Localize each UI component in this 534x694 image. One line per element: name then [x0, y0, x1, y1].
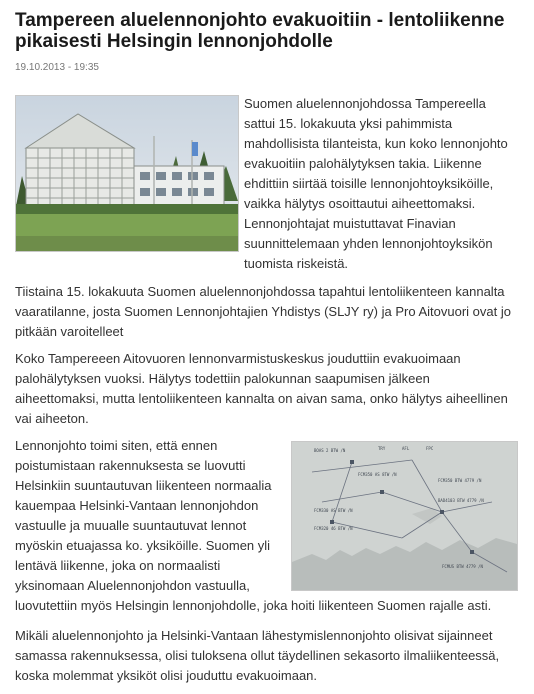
building-photo-image — [16, 96, 238, 251]
paragraph-3: Koko Tampereeen Aitovuoren lennonvarmistuskeskus jouduttiin evakuoimaan palohälytyksen vuoksi. Hälytys todettiin palokunnan saapumisen jälkeen aiheettomaksi, mutta lentoliikenteen kannalta on aivan sama, onko hälytys aiheellinen vai aiheeton. — [15, 351, 508, 426]
map-label: BAD4103 BTW 4779 /N — [438, 498, 484, 503]
paragraph-4: Lennonjohto toimi siten, että ennen poistumistaan rakennuksesta se luovutti Helsinkiin suuntautuvan liikenteen normaalia kauempaa Helsinki-Vantaan lennonjohdon vastuulle ja muualle suuntautuvat lennot myöskin etuajassa ko. yksiköille. Suomen yli lentävä liikenne, joka on normaalisti yksinomaan Aluelennonjohdon vastuulla, luovutettiin myös Helsingin lennonjohdolle, joka hoiti liikenteen Suomen rajalle asti. — [15, 438, 492, 613]
map-label: BOAS 2 BTW /N — [314, 448, 346, 453]
building-photo — [15, 95, 239, 252]
map-label: TRY — [378, 446, 386, 451]
map-label: FCM350 BTW 4779 /N — [438, 478, 482, 483]
map-label: FCM330 AS BTW /N — [314, 508, 353, 513]
map-label: FPC — [426, 446, 434, 451]
article-title: Tampereen aluelennonjohto evakuoitiin - lentoliikenne pikaisesti Helsingin lennonjohdolle — [15, 10, 505, 52]
map-label: FCMUS BTW 4779 /N — [442, 564, 483, 569]
map-label: FCM320 46 BTW /N — [314, 526, 353, 531]
paragraph-1: Suomen aluelennonjohdossa Tampereella sattui 15. lokakuuta yksi pahimmista mahdollisista tilanteista, kun koko lennonjohto evakuoitiin palohälytyksen takia. Liikenne ehdittiin siirtää toisille lennonjohtoyksiköille, vaikka hälytys osoittautui aiheettomaksi. Lennonjohtajat muistuttavat Finavian suunnittelemaan yhden lennonjohtoyksikön tuomista riskeistä. — [244, 96, 508, 271]
paragraph-2: Tiistaina 15. lokakuuta Suomen aluelennonjohdossa tapahtui lentoliikenteen kannalta vaaratilanne, josta Suomen Lennonjohtajien Yhdistys (SLJY ry) ja Pro Aitovuori ovat jo pitkään varoitelleet — [15, 284, 511, 339]
paragraph-5: Mikäli aluelennonjohto ja Helsinki-Vantaan lähestymislennonjohto olisivat sijainneet samassa rakennuksessa, olisi tuloksena ollut täydellinen sekasorto ilmaliikenteessä, koska molemmat yksiköt olisi jouduttu evakuoimaan. — [15, 628, 500, 683]
article-date: 19.10.2013 - 19:35 — [15, 62, 99, 73]
map-label: AFL — [402, 446, 410, 451]
map-label: FCM350 AS 8TW /N — [358, 472, 397, 477]
